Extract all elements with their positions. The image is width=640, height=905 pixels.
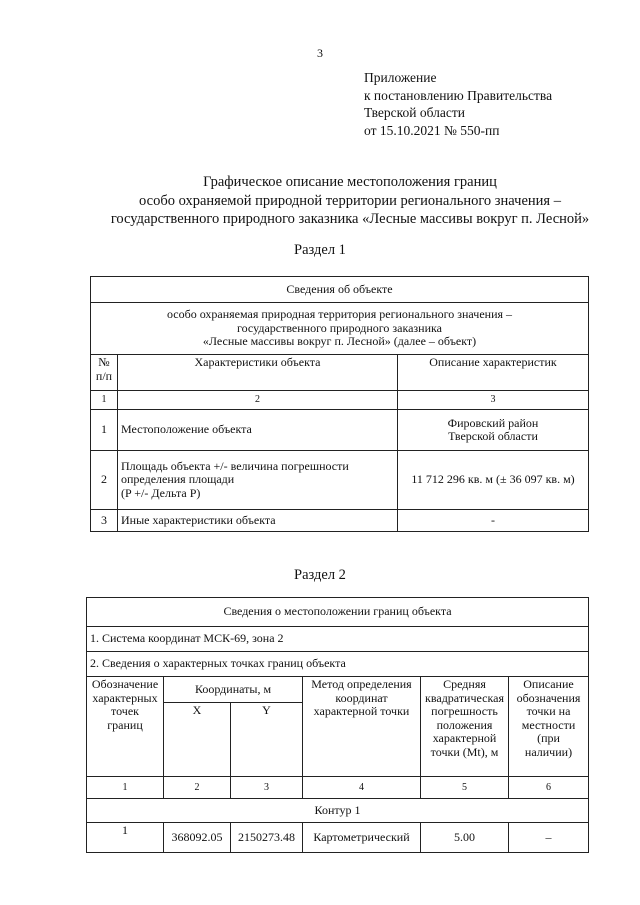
row-number: 1 [91, 410, 118, 451]
section-1-heading: Раздел 1 [294, 242, 346, 258]
table-row [91, 510, 589, 532]
column-number: 2 [164, 777, 231, 799]
header-x: X [164, 703, 231, 777]
row-characteristic: Площадь объекта +/- величина погрешности определения площади (P +/- Дельта P) [118, 451, 398, 510]
row-description: - [398, 510, 589, 532]
annex-block [364, 69, 552, 139]
column-number: 3 [398, 391, 589, 410]
column-number: 3 [231, 777, 303, 799]
boundary-points-table [86, 597, 589, 853]
column-number: 2 [118, 391, 398, 410]
document-title [60, 173, 640, 229]
annex-line: от 15.10.2021 № 550-пп [364, 122, 500, 138]
annex-line: к постановлению Правительства [364, 87, 553, 103]
annex-line: Приложение [364, 70, 437, 85]
header-designation: Обозначение характерных точек границ [87, 677, 164, 777]
header-num: № п/п [91, 355, 118, 391]
table-row [91, 410, 589, 451]
column-number: 1 [87, 777, 164, 799]
header-y: Y [231, 703, 303, 777]
table-title: Сведения об объекте [91, 277, 589, 303]
point-id: 1 [87, 823, 164, 853]
points-title: 2. Сведения о характерных точках границ объекта [87, 652, 589, 677]
point-y: 2150273.48 [231, 823, 303, 853]
coordinate-system: 1. Система координат МСК-69, зона 2 [87, 627, 589, 652]
contour-label: Контур 1 [87, 799, 589, 823]
section-2-heading: Раздел 2 [294, 567, 346, 583]
header-characteristic: Характеристики объекта [118, 355, 398, 391]
header-error: Средняя квадратическая погрешность положения характерной точки (Mt), м [421, 677, 509, 777]
row-characteristic: Иные характеристики объекта [118, 510, 398, 532]
page-number: 3 [317, 46, 323, 60]
point-method: Картометрический [303, 823, 421, 853]
header-description: Описание характеристик [398, 355, 589, 391]
column-number: 6 [509, 777, 589, 799]
table-title: Сведения о местоположении границ объекта [87, 598, 589, 627]
header-marking: Описание обозначения точки на местности (при наличии) [509, 677, 589, 777]
title-line: особо охраняемой природной территории регионального значения – [139, 192, 561, 209]
object-description: особо охраняемая природная территория регионального значения – государственного природного заказника «Лесные массивы вокруг п. Лесной» (далее – объект) [91, 303, 589, 355]
row-number: 3 [91, 510, 118, 532]
column-number: 5 [421, 777, 509, 799]
annex-line: Тверской области [364, 105, 465, 120]
point-error: 5.00 [421, 823, 509, 853]
point-x: 368092.05 [164, 823, 231, 853]
header-method: Метод определения координат характерной точки [303, 677, 421, 777]
column-number: 1 [91, 391, 118, 410]
row-characteristic: Местоположение объекта [118, 410, 398, 451]
column-number: 4 [303, 777, 421, 799]
table-row [91, 451, 589, 510]
header-coordinates: Координаты, м [164, 677, 303, 703]
point-marking: – [509, 823, 589, 853]
title-line: государственного природного заказника «Лесные массивы вокруг п. Лесной» [110, 211, 590, 227]
row-description: Фировский район Тверской области [398, 410, 589, 451]
row-number: 2 [91, 451, 118, 510]
object-info-table [90, 276, 589, 532]
table-row [87, 823, 589, 853]
row-description: 11 712 296 кв. м (± 36 097 кв. м) [398, 451, 589, 510]
title-line: Графическое описание местоположения границ [203, 174, 497, 190]
